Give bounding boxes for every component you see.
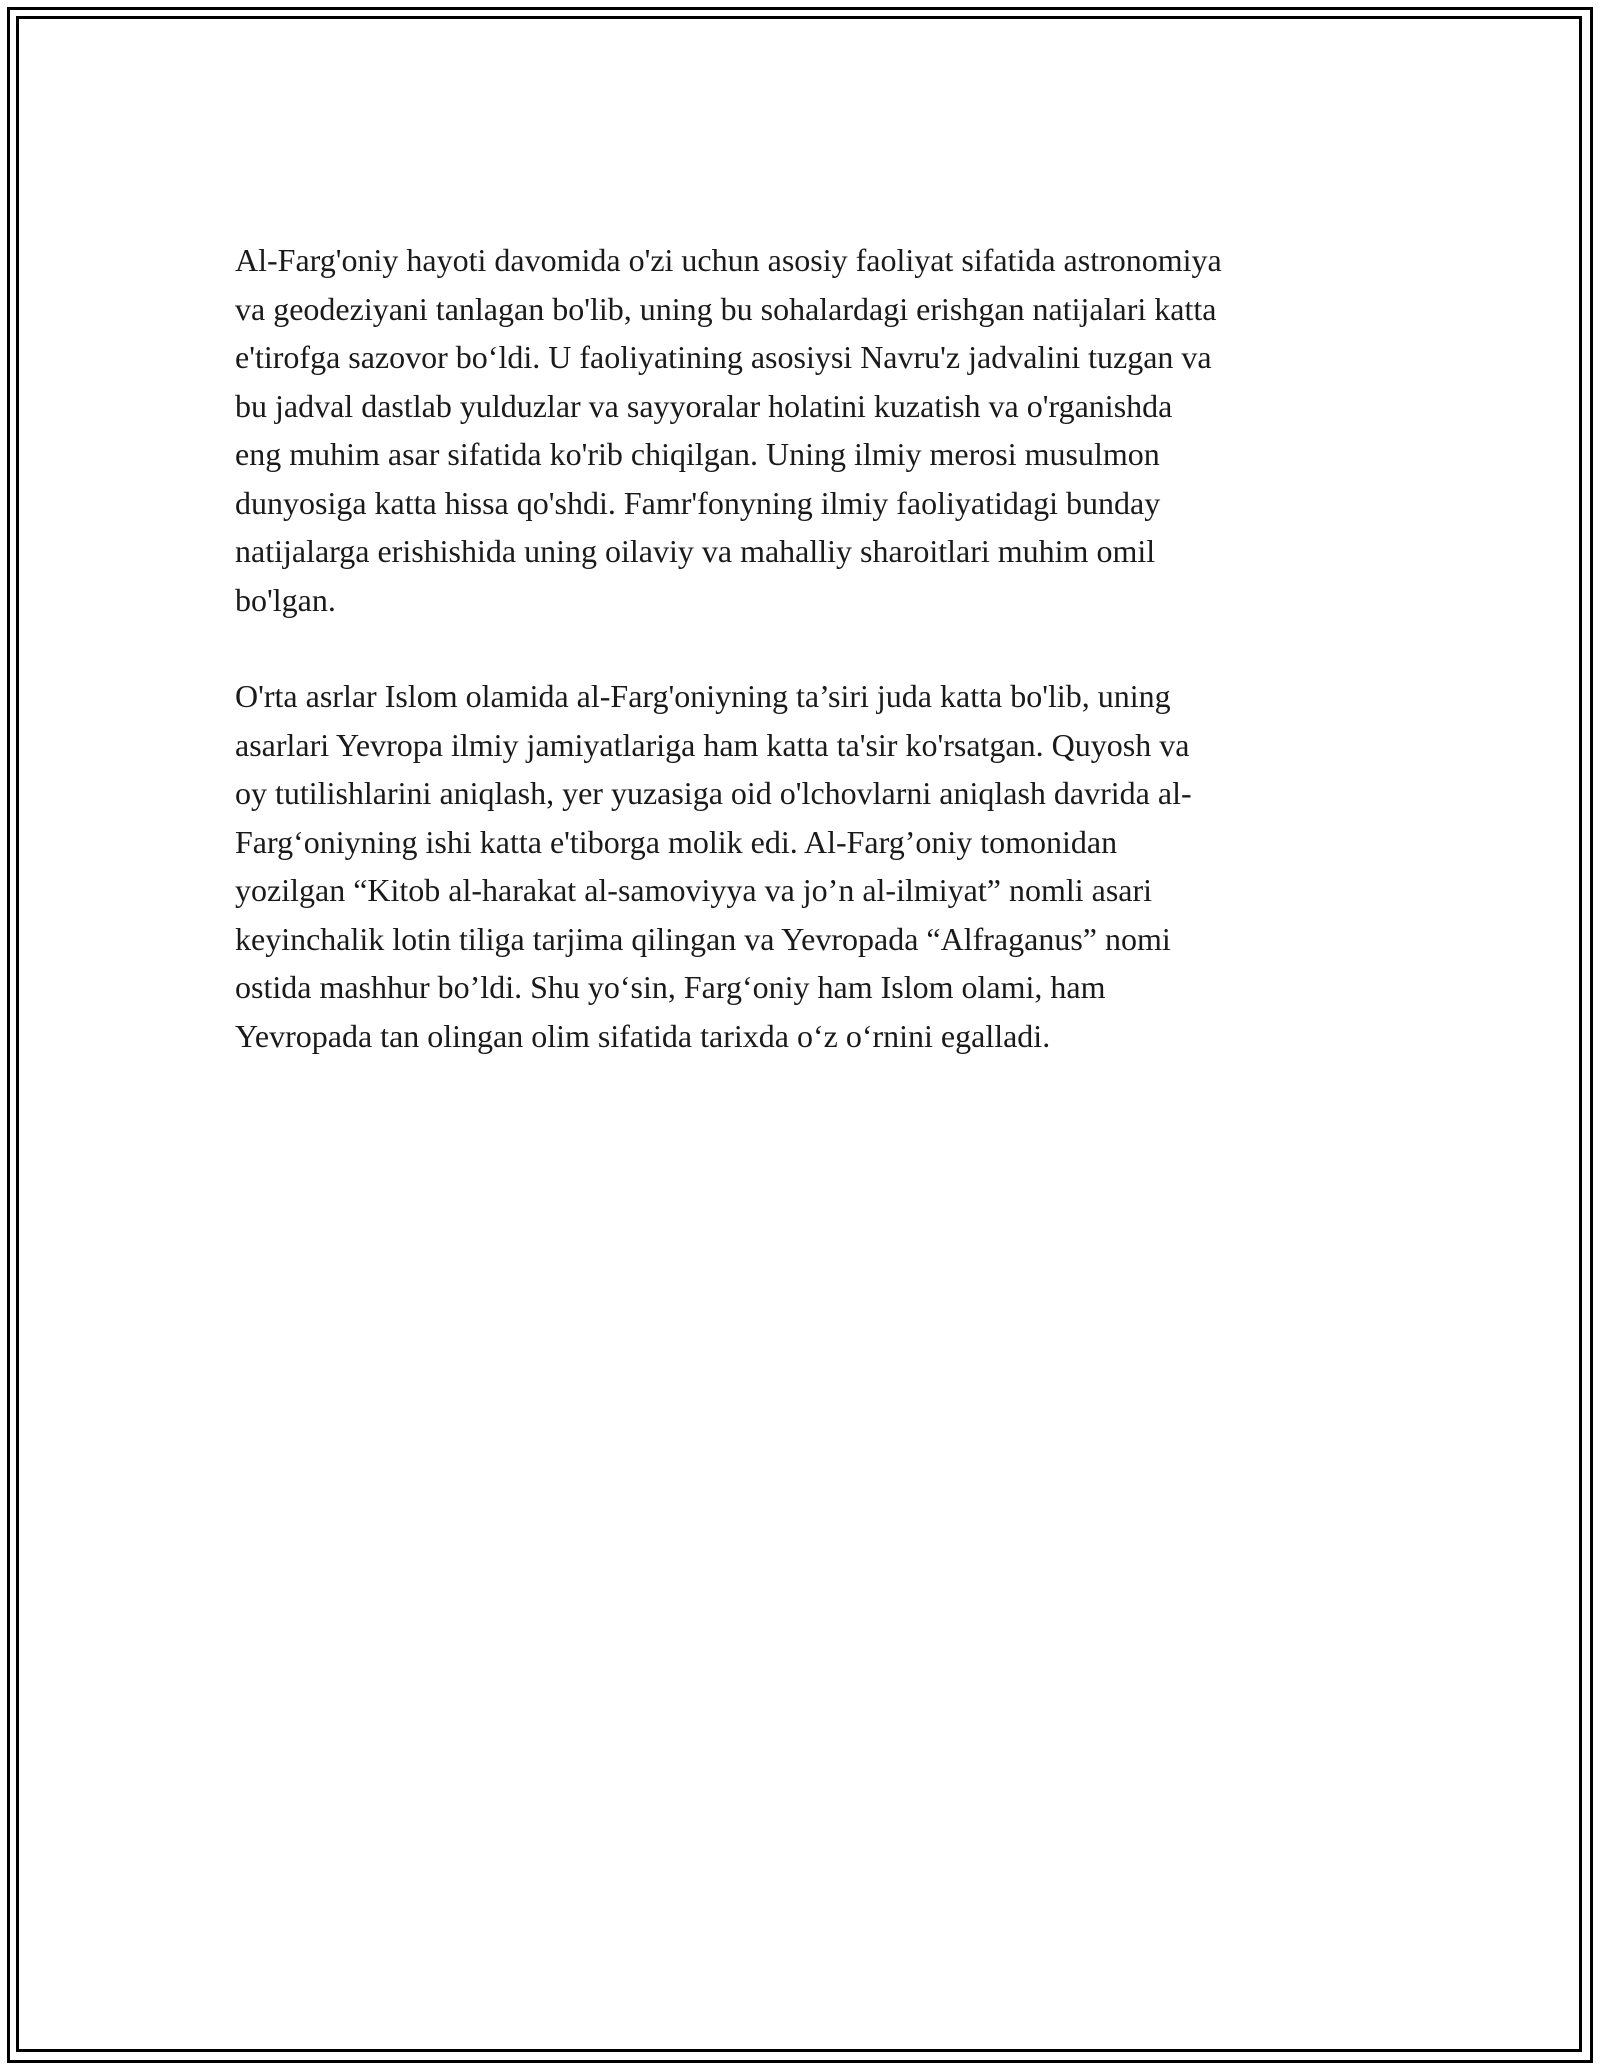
paragraph-1: Al-Farg'oniy hayoti davomida o'zi uchun asosiy faoliyat sifatida astronomiya va geodeziyani tanlagan bo'lib, uning bu sohalardagi erishgan natijalari katta e'tirofga sazovor bo‘ldi. U faoliyatining asosiysi Navru'z jadvalini tuzgan va bu jadval dastlab yulduzlar va sayyoralar holatini kuzatish va o'rganishda eng muhim asar sifatida ko'rib chiqilgan. Uning ilmiy merosi musulmon dunyosiga katta hissa qo'shdi. Famr'fonyning ilmiy faoliyatidagi bunday natijalarga erishishida uning oilaviy va mahalliy sharoitlari muhim omil bo'lgan. <box>235 242 1222 618</box>
paragraph-2: O'rta asrlar Islom olamida al-Farg'oniyning ta’siri juda katta bo'lib, uning asarlari Yevropa ilmiy jamiyatlariga ham katta ta'sir ko'rsatgan. Quyosh va oy tutilishlarini aniqlash, yer yuzasiga oid o'lchovlarni aniqlash davrida al- Farg‘oniyning ishi katta e'tiborga molik edi. Al-Farg’oniy tomonidan yozilgan “Kitob al-harakat al-samoviyya va jo’n al-ilmiyat” nomli asari keyinchalik lotin tiliga tarjima qilingan va Yevropada “Alfraganus” nomi ostida mashhur bo’ldi. Shu yo‘sin, Farg‘oniy ham Islom olami, ham Yevropada tan olingan olim sifatida tarixda o‘z o‘rnini egalladi. <box>235 678 1192 1054</box>
document-body <box>235 236 1395 1108</box>
